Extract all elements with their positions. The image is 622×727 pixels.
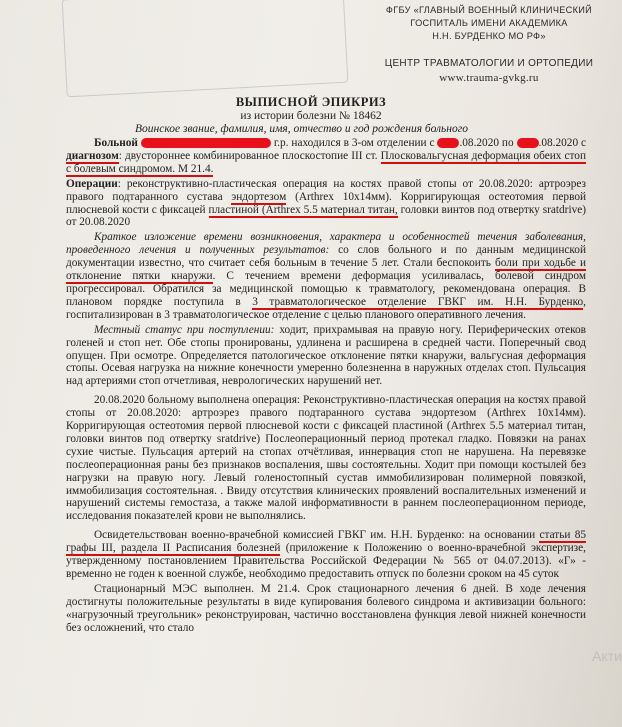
activation-watermark: Акти [592, 648, 622, 664]
vvk-text-2: (приложение к Положению о военно-врачебной экспертизе, утвержденному постановлением Правительства Российской Федерации № 565 от 04.07.2013). «Г» - временно не годен к военной службе, необходимо предоставить отпуск по болезни сроком на 45 суток [66, 542, 586, 580]
post-op-paragraph: 20.08.2020 больному выполнена операция: Реконструктивно-пластическая операция на костях правой стопы от 20.08.2020: артроэрез правого подтаранного сустава эндортезом (Arthrex 10x14мм). Корригирующая остеотомия первой плюсневой кости с фиксацей пластиной (Arthrex 5.5 материал титан, головки винтов под отвертку sratdrive) Послеоперационный период протекал гладко. Повязки на ранах сухие чистые. Пульсация артерий на стопах отчётливая, иннервация стоп не нарушена. На перевязке послеоперационная раны без признаков воспаления, швы состоятельны. Ходит при помощи костылей без нагрузки на правую ногу. Левый голеностопный сустав иммобилизирован полимерной повязкой, иммобилизация состоятельная. . Ввиду отсутствия клинических проявлений воспалительных изменений и нарушений системы гемостаза, а также малой информативности в раннем послеоперационном периоде, исследования показателей крови не выполнялись. [66, 394, 586, 523]
status-text: ходит, прихрамывая на правую ногу. Периферических отеков голеней и стоп нет. Обе стопы пронированы, удлинена и расширена в средней части. Поперечный свод опущен. При осмотре. Определяется патологическое отклонение пятки кнаружи, вальгусная деформация стопы. Осевая нагрузка на нижние конечности умеренно болезненна в наружных отделах стоп. Пульсация над артериями стоп отчетливая, неврологических нарушений нет. [66, 323, 587, 388]
vvk-paragraph [66, 529, 586, 581]
redaction-date-to [517, 138, 539, 148]
hospital-seal [62, 0, 349, 97]
operations-underlined-2: пластиной (Arthrex 5.5 материал титан, [208, 203, 398, 216]
operations-underlined-1: эндортезом [231, 190, 287, 203]
document-title: ВЫПИСНОЙ ЭПИКРИЗ [235, 95, 387, 109]
diagnosis-label: диагнозом [66, 149, 119, 162]
patient-label: Больной [94, 137, 138, 149]
document-body [66, 137, 586, 637]
vvk-text-1: Освидетельствован военно-врачебной комиссией ГВКГ им. Н.Н. Бурденко: на основании [94, 529, 536, 542]
history-text-1: со слов больного и по данным медицинской документации известно, что считает себя больным в течение 5 лет. Стали беспокоить [66, 244, 586, 270]
history-text-3: , госпитализирован в 3 травматологическое отделение с целью планового оперативного лечения. [66, 295, 586, 321]
letterhead-url: www.trauma-gvkg.ru [439, 72, 539, 84]
history-paragraph [66, 231, 586, 321]
patient-tail: г.р. находился в 3-ом отделении с [273, 137, 435, 149]
history-text-2: . С течением времени деформация усиливалась, болевой синдром прогрессировал. Обратился за медицинской помощью к травматологу, рекомендована операция. В плановом порядке поступила в [66, 270, 587, 308]
operations-label: Операции [66, 177, 118, 190]
operations-paragraph [66, 178, 586, 230]
letterhead-line-3: Н.Н. БУРДЕНКО МО РФ» [432, 31, 546, 41]
operations-text-2: (Arthrex 10x14мм). Корригирующая остеотомия первой плюсневой кости с фиксацей [66, 190, 587, 216]
history-label: Краткое изложение времени возникновения, характера и особенностей течения заболевания, проведенного лечения и полученных результатов: [66, 231, 586, 257]
date-from: .08.2020 по [459, 137, 514, 149]
patient-caption: Воинское звание, фамилия, имя, отчество и год рождения больного [135, 123, 468, 135]
letterhead-center: ЦЕНТР ТРАВМАТОЛОГИИ И ОРТОПЕДИИ [384, 58, 594, 69]
status-label: Местный статус при поступлении: [94, 323, 275, 336]
date-to: .08.2020 с [538, 137, 587, 149]
final-paragraph: Стационарный МЭС выполнен. М 21.4. Срок стационарного лечения 6 дней. В ходе лечения достигнуты положительные результаты в виде купирования болевого синдрома и активизации больного: «нагрузочный треугольник» реконструирован, частично восстановлена функция левой нижней конечности без осложнений, что стало [66, 582, 586, 634]
history-underlined-2: 3 травматологическое отделение ГВКГ им. Н.Н. Бурденко [252, 295, 584, 308]
vvk-underlined: статьи 85 графы III, раздела II Расписания болезней [66, 529, 586, 555]
history-underlined-1: боли при ходьбе и отклонение пятки кнаружи [66, 257, 586, 283]
diagnosis-underlined: Плосковальгусная деформация обеих стоп с болевым синдромом. М 21.4. [66, 149, 587, 175]
redaction-date-from [437, 138, 459, 148]
status-paragraph [66, 324, 586, 389]
operations-text-3: головки винтов под отвертку sratdrive) от 20.08.2020 [66, 203, 587, 229]
operations-text-1: : реконструктивно-пластическая операция на костях правой стопы от 20.08.2020: артроэрез правого подтаранного сустава [66, 177, 586, 203]
diagnosis-text: : двустороннее комбинированное плоскостопие III ст. [118, 149, 378, 162]
letterhead-line-2: ГОСПИТАЛЬ ИМЕНИ АКАДЕМИКА [410, 18, 568, 28]
redaction-name [141, 138, 271, 148]
history-number: из истории болезни № 18462 [240, 110, 382, 122]
letterhead [374, 4, 604, 85]
letterhead-line-1: ФГБУ «ГЛАВНЫЙ ВОЕННЫЙ КЛИНИЧЕСКИЙ [385, 5, 593, 15]
patient-paragraph [66, 137, 586, 176]
